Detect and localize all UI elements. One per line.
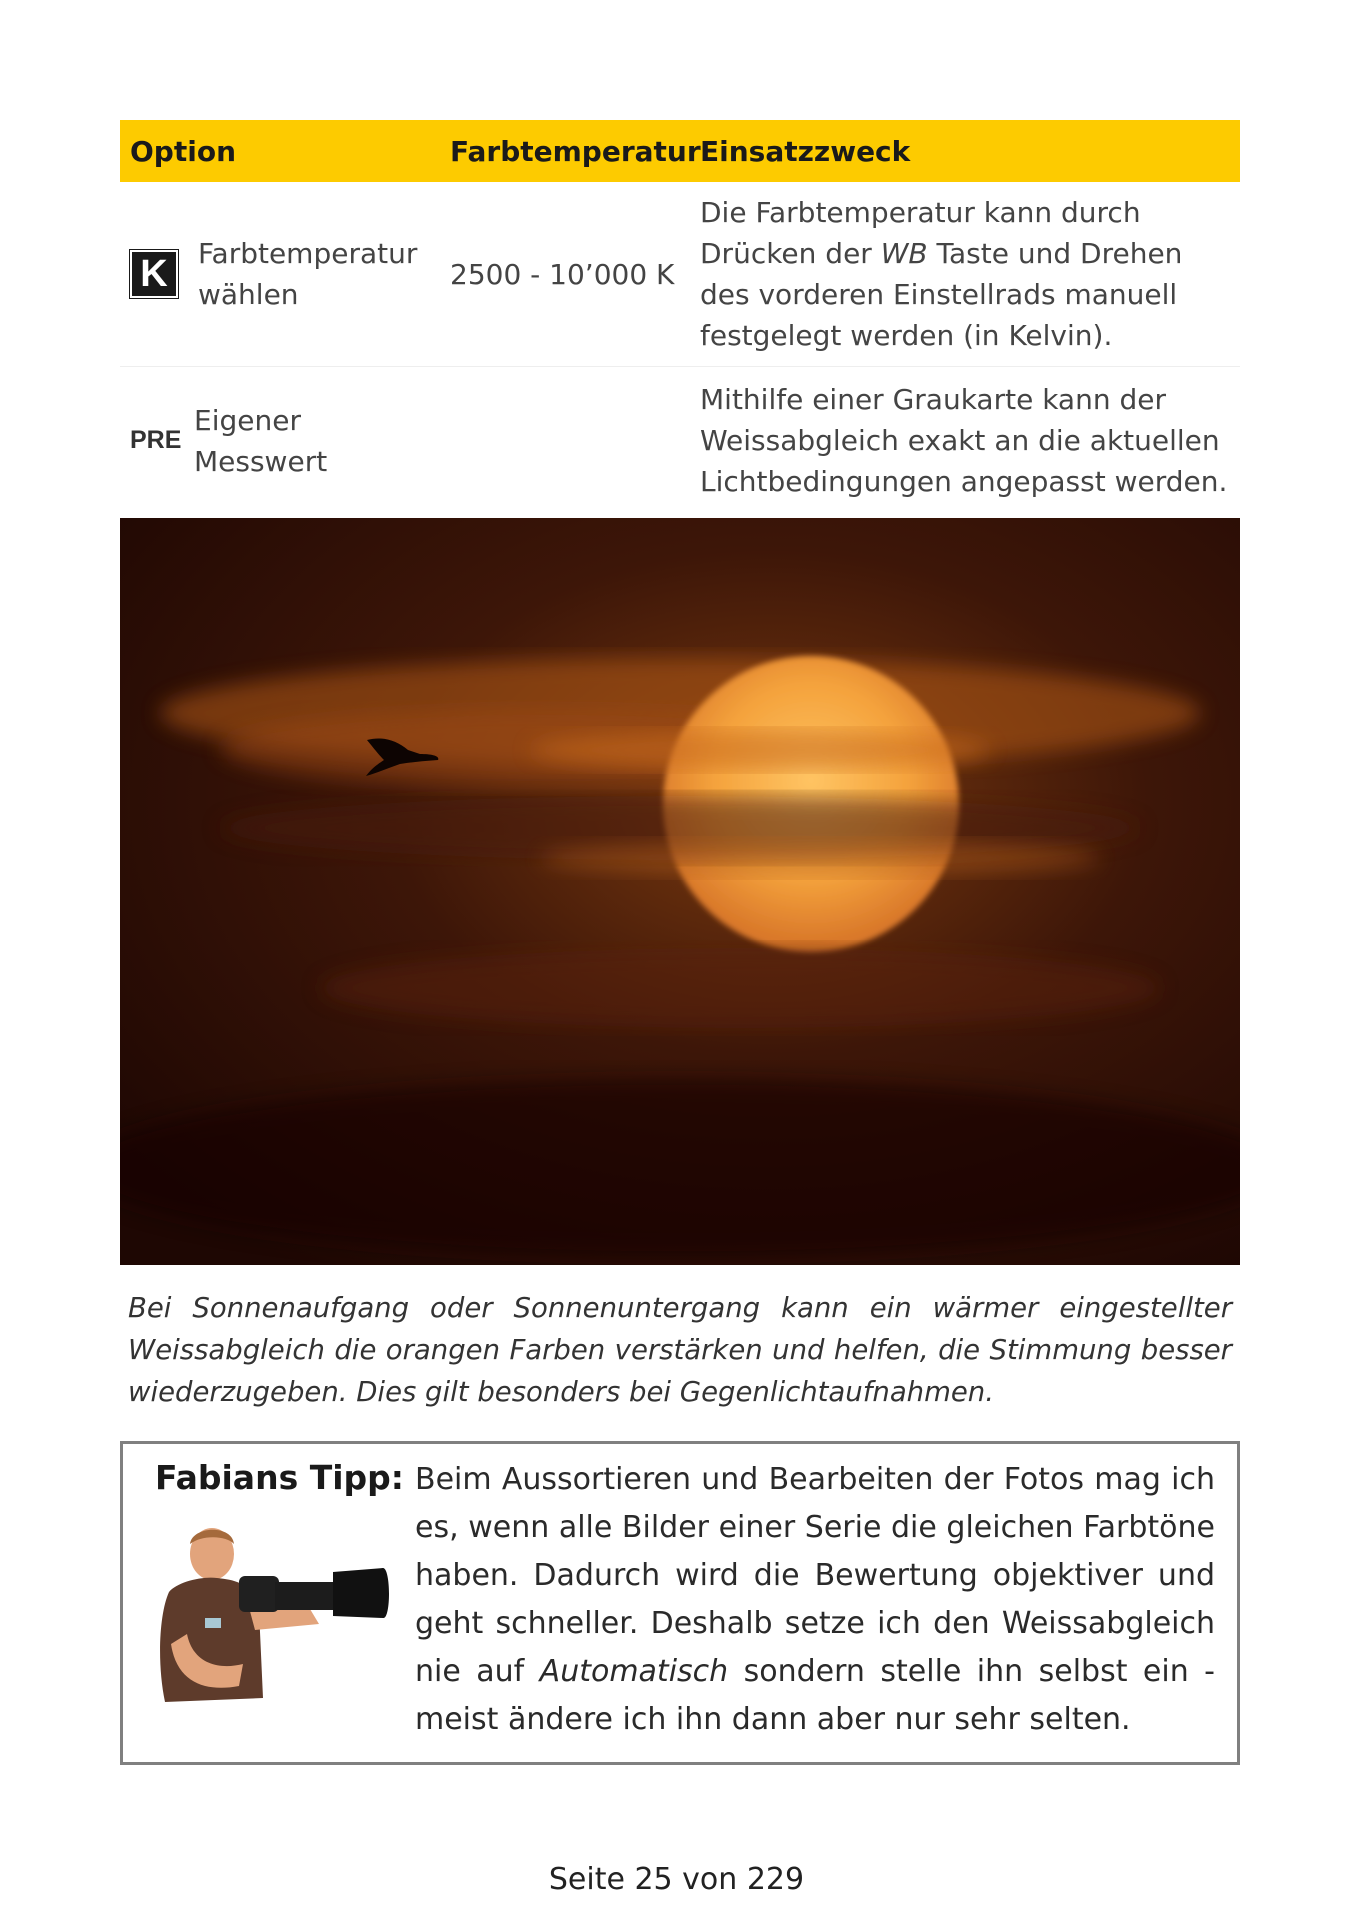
tip-title: Fabians Tipp: [155,1457,404,1497]
option-cell [120,367,440,515]
header-option: Option [120,120,440,182]
header-farbtemperatur: Farbtemperatur [440,120,690,182]
photo-caption: Bei Sonnenaufgang oder Sonnenuntergang kann ein wärmer eingestellter Weissabgleich die orangen Farben verstärken und helfen, die Stimmung besser wiederzugeben. Dies gilt besonders bei Gegenlichtaufnahmen. [128,1292,1232,1408]
tip-text: Beim Aussortieren und Bearbeiten der Fotos mag ich es, wenn alle Bilder einer Serie die gleichen Farbtöne haben. Dadurch wird die Bewertung objektiver und geht schneller. Deshalb setze ich den Weissabgleich nie auf Automatisch sondern stelle ihn selbst ein - meist ändere ich ihn dann aber nur sehr selten. [415,1461,1215,1737]
header-einsatzzweck: Einsatzzweck [690,120,1240,182]
temperature-cell: 2500 - 10’000 K [440,182,690,367]
purpose-cell: Die Farbtemperatur kann durch Drücken der WB Taste und Drehen des vorderen Einstellrads manuell festgelegt werden (in Kelvin). [690,182,1240,367]
page-content [120,120,1240,1765]
tip-box [120,1441,1240,1765]
page-footer: Seite 25 von 229 [548,1862,805,1897]
table-row [120,367,1240,515]
temperature-cell [440,367,690,515]
option-cell [120,182,440,367]
purpose-cell: Mithilfe einer Graukarte kann der Weissabgleich exakt an die aktuellen Lichtbedingungen angepasst werden. [700,383,1228,498]
k-kelvin-icon: K [130,250,178,298]
table-row [120,182,1240,367]
pre-preset-icon: PRE [130,426,182,454]
table-header-row [120,120,1240,182]
photographer-portrait [147,1514,391,1714]
option-label: Eigener Messwert [194,403,328,478]
option-label: Farbtemperatur wählen [198,237,418,311]
sunset-heron-photo [120,518,1240,1265]
white-balance-options-table [120,120,1240,514]
